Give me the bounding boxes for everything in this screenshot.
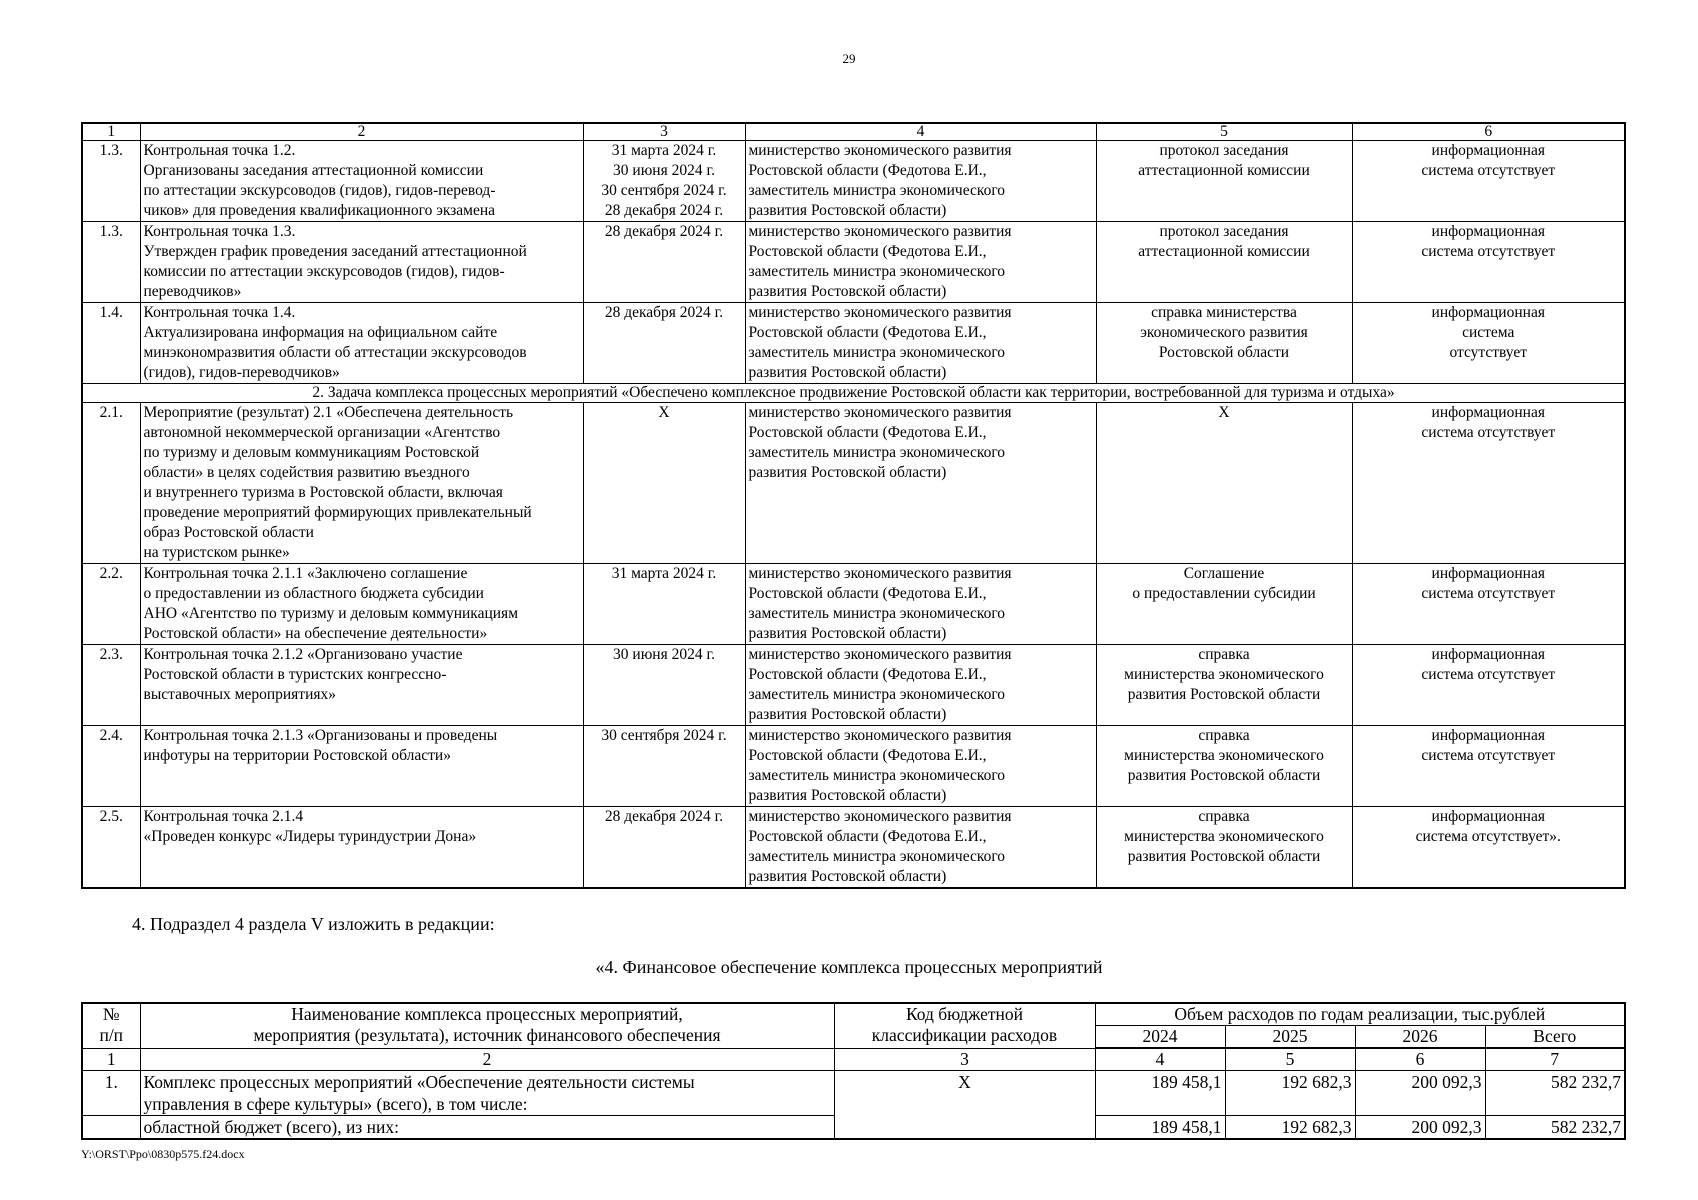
row-info-system: информационная система отсутствует». [1352, 807, 1625, 889]
row-deadline: Х [583, 403, 745, 564]
header-total: Всего [1485, 1026, 1625, 1049]
row-number: 1.4. [82, 303, 140, 384]
row-number: 1.3. [82, 222, 140, 303]
row-name: Мероприятие (результат) 2.1 «Обеспечена деятельность автономной некоммерческой организации «Агентство по туризму и деловым коммуникациям Ростовской области» в целях содействия развитию въездного и внутреннего туризма в Ростовской области, включая проведение мероприятий формирующих привлекательный образ Ростовской области на туристском рынке» [140, 403, 583, 564]
row-responsible: министерство экономического развития Ростовской области (Федотова Е.И., заместитель министра экономического развития Ростовской области) [745, 403, 1096, 564]
row-document: Соглашение о предоставлении субсидии [1096, 564, 1352, 645]
row-deadline: 28 декабря 2024 г. [583, 303, 745, 384]
header-cell: 1 [82, 123, 140, 141]
row-name: Контрольная точка 1.3. Утвержден график проведения заседаний аттестационной комиссии по аттестации экскурсоводов (гидов), гидов- переводчиков» [140, 222, 583, 303]
value-2024: 189 458,1 [1095, 1071, 1225, 1116]
row-responsible: министерство экономического развития Ростовской области (Федотова Е.И., заместитель министра экономического развития Ростовской области) [745, 303, 1096, 384]
header-year: 2024 [1095, 1026, 1225, 1049]
column-number: 4 [1095, 1048, 1225, 1071]
row-name: областной бюджет (всего), из них: [140, 1116, 834, 1140]
row-number: 2.3. [82, 645, 140, 726]
row-document: справка министерства экономического развития Ростовской области [1096, 726, 1352, 807]
header-cell: 5 [1096, 123, 1352, 141]
row-code: Х [834, 1071, 1095, 1140]
row-name: Контрольная точка 1.4. Актуализирована информация на официальном сайте минэкономразвития области об аттестации экскурсоводов (гидов), гидов-переводчиков» [140, 303, 583, 384]
table-row [82, 303, 1625, 384]
table-header-row [82, 1003, 1625, 1026]
section-title: 2. Задача комплекса процессных мероприятий «Обеспечено комплексное продвижение Ростовской области как территории, востребованной для туризма и отдыха» [82, 384, 1625, 403]
financing-table [81, 1002, 1626, 1140]
row-number: 1. [82, 1071, 140, 1116]
table-row [82, 1071, 1625, 1116]
row-document: протокол заседания аттестационной комиссии [1096, 222, 1352, 303]
table-row [82, 403, 1625, 564]
header-cell: 6 [1352, 123, 1625, 141]
section-row [82, 384, 1625, 403]
header-cell: 3 [583, 123, 745, 141]
table-row [82, 645, 1625, 726]
column-number: 5 [1225, 1048, 1355, 1071]
table-row [82, 222, 1625, 303]
row-deadline: 31 марта 2024 г. [583, 564, 745, 645]
table-header-row [82, 123, 1625, 141]
row-deadline: 28 декабря 2024 г. [583, 222, 745, 303]
row-number: 2.2. [82, 564, 140, 645]
paragraph-4: 4. Подраздел 4 раздела V изложить в редакции: [132, 914, 495, 934]
column-numbers-row [82, 1048, 1625, 1071]
row-name: Контрольная точка 2.1.1 «Заключено соглашение о предоставлении из областного бюджета субсидии АНО «Агентство по туризму и деловым коммуникациям Ростовской области» на обеспечение деятельности» [140, 564, 583, 645]
table-row [82, 564, 1625, 645]
value-2025: 192 682,3 [1225, 1116, 1355, 1140]
value-2025: 192 682,3 [1225, 1071, 1355, 1116]
row-responsible: министерство экономического развития Ростовской области (Федотова Е.И., заместитель министра экономического развития Ростовской области) [745, 645, 1096, 726]
column-number: 1 [82, 1048, 140, 1071]
row-info-system: информационная система отсутствует [1352, 141, 1625, 222]
header-cell: 2 [140, 123, 583, 141]
row-deadline: 28 декабря 2024 г. [583, 807, 745, 889]
header-volume: Объем расходов по годам реализации, тыс.рублей [1095, 1003, 1625, 1026]
row-info-system: информационная система отсутствует [1352, 726, 1625, 807]
value-2024: 189 458,1 [1095, 1116, 1225, 1140]
column-number: 6 [1355, 1048, 1485, 1071]
row-number: 1.3. [82, 141, 140, 222]
table-row [82, 807, 1625, 889]
row-responsible: министерство экономического развития Ростовской области (Федотова Е.И., заместитель министра экономического развития Ростовской области) [745, 564, 1096, 645]
header-cell: 4 [745, 123, 1096, 141]
row-info-system: информационная система отсутствует [1352, 222, 1625, 303]
row-number [82, 1116, 140, 1140]
file-path-footer: Y:\ORST\Ppo\0830p575.f24.docx [81, 1147, 245, 1161]
header-year: 2026 [1355, 1026, 1485, 1049]
column-number: 7 [1485, 1048, 1625, 1071]
row-info-system: информационная система отсутствует [1352, 564, 1625, 645]
row-info-system: информационная система отсутствует [1352, 403, 1625, 564]
row-responsible: министерство экономического развития Ростовской области (Федотова Е.И., заместитель министра экономического развития Ростовской области) [745, 807, 1096, 889]
table-row [82, 141, 1625, 222]
row-responsible: министерство экономического развития Ростовской области (Федотова Е.И., заместитель министра экономического развития Ростовской области) [745, 726, 1096, 807]
value-total: 582 232,7 [1485, 1071, 1625, 1116]
row-info-system: информационная система отсутствует [1352, 303, 1625, 384]
header-name: Наименование комплекса процессных мероприятий, мероприятия (результата), источник финансового обеспечения [140, 1003, 834, 1048]
page-number: 29 [842, 51, 856, 66]
value-2026: 200 092,3 [1355, 1071, 1485, 1116]
row-deadline: 31 марта 2024 г. 30 июня 2024 г. 30 сентября 2024 г. 28 декабря 2024 г. [583, 141, 745, 222]
row-number: 2.1. [82, 403, 140, 564]
row-deadline: 30 сентября 2024 г. [583, 726, 745, 807]
row-responsible: министерство экономического развития Ростовской области (Федотова Е.И., заместитель министра экономического развития Ростовской области) [745, 141, 1096, 222]
row-document: справка министерства экономического развития Ростовской области [1096, 645, 1352, 726]
row-name: Контрольная точка 1.2. Организованы заседания аттестационной комиссии по аттестации экскурсоводов (гидов), гидов-перевод- чиков» для проведения квалификационного экзамена [140, 141, 583, 222]
row-deadline: 30 июня 2024 г. [583, 645, 745, 726]
row-name: Комплекс процессных мероприятий «Обеспечение деятельности системы управления в сфере культуры» (всего), в том числе: [140, 1071, 834, 1116]
subsection-title: «4. Финансовое обеспечение комплекса процессных мероприятий [595, 957, 1103, 977]
column-number: 2 [140, 1048, 834, 1071]
row-name: Контрольная точка 2.1.4 «Проведен конкурс «Лидеры туриндустрии Дона» [140, 807, 583, 889]
value-total: 582 232,7 [1485, 1116, 1625, 1140]
row-number: 2.4. [82, 726, 140, 807]
value-2026: 200 092,3 [1355, 1116, 1485, 1140]
control-points-table [81, 122, 1626, 889]
row-document: протокол заседания аттестационной комиссии [1096, 141, 1352, 222]
header-num: № п/п [82, 1003, 140, 1048]
header-year: 2025 [1225, 1026, 1355, 1049]
row-document: справка министерства экономического развития Ростовской области [1096, 303, 1352, 384]
table-row [82, 726, 1625, 807]
row-name: Контрольная точка 2.1.3 «Организованы и проведены инфотуры на территории Ростовской области» [140, 726, 583, 807]
row-document: Х [1096, 403, 1352, 564]
row-number: 2.5. [82, 807, 140, 889]
row-info-system: информационная система отсутствует [1352, 645, 1625, 726]
row-responsible: министерство экономического развития Ростовской области (Федотова Е.И., заместитель министра экономического развития Ростовской области) [745, 222, 1096, 303]
column-number: 3 [834, 1048, 1095, 1071]
row-name: Контрольная точка 2.1.2 «Организовано участие Ростовской области в туристских конгрессно- выставочных мероприятиях» [140, 645, 583, 726]
header-code: Код бюджетной классификации расходов [834, 1003, 1095, 1048]
row-document: справка министерства экономического развития Ростовской области [1096, 807, 1352, 889]
